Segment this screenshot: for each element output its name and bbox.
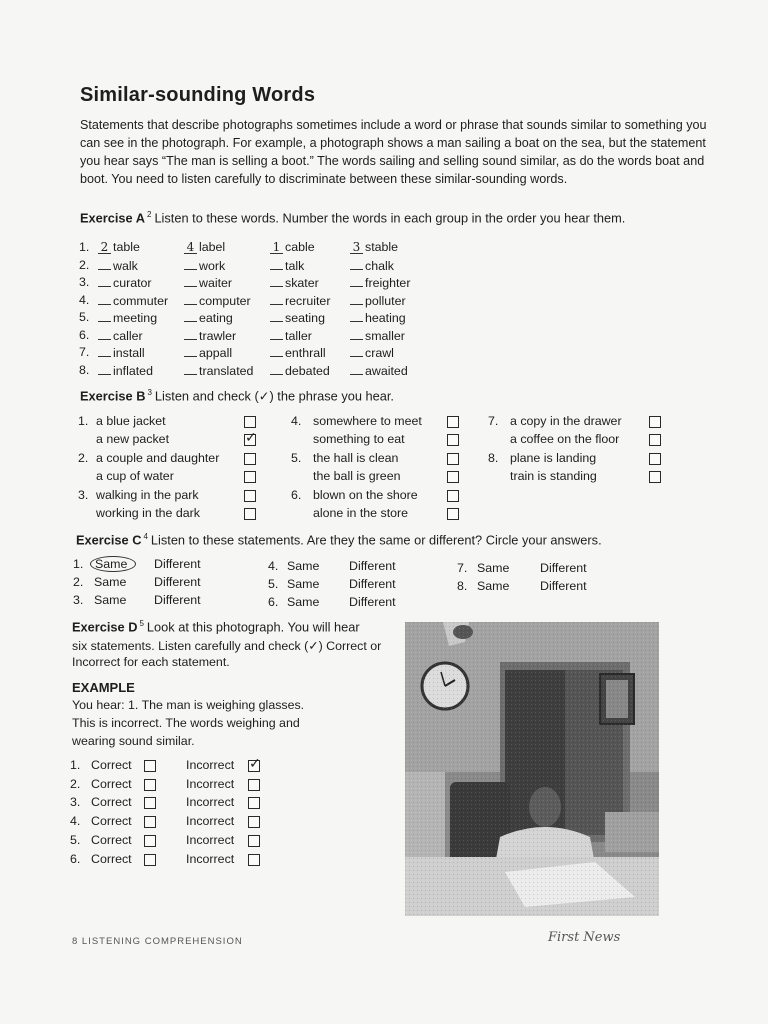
word-label: crawl bbox=[365, 346, 394, 360]
item-number: 4. bbox=[268, 559, 279, 573]
word-item[interactable] bbox=[184, 293, 251, 308]
item-number: 5. bbox=[291, 451, 302, 465]
correct-label: Correct bbox=[91, 832, 132, 847]
word-item[interactable] bbox=[350, 258, 394, 273]
word-item[interactable] bbox=[270, 275, 319, 290]
check-mark-icon: ✓ bbox=[245, 430, 257, 446]
phrase-option-a: the hall is clean bbox=[313, 451, 399, 465]
word-label: work bbox=[199, 258, 226, 273]
correct-label: Correct bbox=[91, 758, 132, 772]
word-item[interactable] bbox=[350, 240, 398, 254]
correct-label: Correct bbox=[91, 795, 132, 810]
exercise-d-instruction-1: Look at this photograph. You will hear bbox=[146, 619, 360, 635]
answer-blank[interactable] bbox=[270, 310, 283, 322]
exercise-d-instruction-2: six statements. Listen carefully and check (✓) Correct or bbox=[72, 639, 382, 653]
option-different[interactable]: Different bbox=[154, 575, 201, 589]
checkbox-option-b[interactable] bbox=[447, 471, 459, 483]
answer-blank[interactable] bbox=[184, 275, 197, 287]
word-item[interactable] bbox=[184, 328, 236, 343]
option-different[interactable]: Different bbox=[349, 595, 396, 609]
item-number: 6. bbox=[291, 488, 302, 502]
word-label: appall bbox=[199, 346, 233, 360]
phrase-option-b: a cup of water bbox=[96, 469, 174, 483]
word-item[interactable] bbox=[98, 328, 143, 343]
incorrect-label: Incorrect bbox=[186, 776, 235, 791]
phrase-option-a: somewhere to meet bbox=[313, 414, 422, 428]
answer-blank[interactable] bbox=[184, 328, 197, 340]
word-label: label bbox=[199, 240, 226, 254]
office-photograph bbox=[405, 622, 659, 916]
row-number: 6. bbox=[79, 327, 90, 342]
track-icon: 4 bbox=[143, 532, 148, 541]
item-number: 1. bbox=[78, 414, 89, 428]
phrase-option-b: a coffee on the floor bbox=[510, 432, 620, 446]
checkbox-incorrect[interactable] bbox=[248, 854, 260, 866]
word-label: caller bbox=[113, 328, 143, 343]
word-label: meeting bbox=[113, 311, 158, 325]
option-different[interactable]: Different bbox=[349, 559, 396, 573]
example-line-3: wearing sound similar. bbox=[72, 734, 195, 748]
item-number: 8. bbox=[488, 451, 499, 465]
checkbox-option-b[interactable] bbox=[447, 508, 459, 520]
incorrect-label: Incorrect bbox=[186, 814, 235, 829]
correct-label: Correct bbox=[91, 851, 132, 866]
checkbox-incorrect[interactable] bbox=[248, 835, 260, 847]
option-same[interactable] bbox=[287, 595, 319, 609]
word-label: stable bbox=[365, 240, 399, 254]
word-label: taller bbox=[285, 328, 312, 343]
item-number: 3. bbox=[70, 795, 81, 810]
answer-blank[interactable] bbox=[270, 345, 283, 357]
option-same-label: Same bbox=[94, 593, 127, 607]
checkbox-option-b[interactable] bbox=[244, 430, 257, 446]
row-number: 2. bbox=[79, 257, 90, 272]
checkbox-option-b[interactable] bbox=[649, 434, 661, 446]
answer-blank[interactable] bbox=[350, 293, 363, 305]
word-label: enthrall bbox=[285, 346, 326, 360]
example-heading: EXAMPLE bbox=[72, 680, 135, 695]
checkbox-option-b[interactable] bbox=[244, 508, 256, 520]
correct-label: Correct bbox=[91, 814, 132, 829]
word-label: eating bbox=[199, 311, 233, 325]
example-line-1: You hear: 1. The man is weighing glasses. bbox=[72, 698, 305, 712]
incorrect-label: Incorrect bbox=[186, 851, 235, 866]
track-icon: 3 bbox=[147, 388, 152, 397]
word-label: skater bbox=[285, 276, 319, 290]
correct-label: Correct bbox=[91, 776, 132, 791]
word-item[interactable] bbox=[270, 240, 315, 254]
word-item[interactable] bbox=[184, 363, 253, 378]
exercise-b-instruction: Listen and check (✓) the phrase you hear. bbox=[154, 388, 394, 404]
word-item[interactable] bbox=[270, 363, 330, 378]
checkbox-correct[interactable] bbox=[144, 760, 156, 772]
exercise-b-heading bbox=[80, 388, 394, 404]
word-item[interactable] bbox=[98, 345, 145, 360]
option-same-label: Same bbox=[287, 559, 320, 573]
word-label: install bbox=[113, 346, 145, 360]
option-same-label: Same bbox=[477, 579, 510, 593]
option-same[interactable] bbox=[94, 593, 126, 607]
exercise-d-label: Exercise D bbox=[72, 619, 138, 635]
option-same[interactable] bbox=[287, 577, 319, 591]
option-different[interactable]: Different bbox=[154, 557, 201, 571]
answer-blank[interactable] bbox=[98, 258, 111, 270]
checkbox-correct[interactable] bbox=[144, 816, 156, 828]
checkbox-correct[interactable] bbox=[144, 854, 156, 866]
option-same-label: Same bbox=[90, 556, 136, 572]
checkbox-option-b[interactable] bbox=[649, 471, 661, 483]
word-label: smaller bbox=[365, 328, 405, 343]
publisher-logo: First News bbox=[548, 930, 621, 945]
exercise-c-label: Exercise C bbox=[76, 532, 142, 548]
item-number: 1. bbox=[73, 557, 84, 571]
answer-blank[interactable] bbox=[270, 258, 283, 270]
answer-blank[interactable] bbox=[184, 258, 197, 270]
checkbox-option-a[interactable] bbox=[244, 416, 256, 428]
answer-blank[interactable] bbox=[350, 345, 363, 357]
phrase-option-a: blown on the shore bbox=[313, 488, 418, 502]
answer-blank[interactable] bbox=[350, 363, 363, 375]
phrase-option-a: walking in the park bbox=[96, 488, 199, 502]
answer-blank[interactable] bbox=[98, 310, 111, 322]
row-number: 7. bbox=[79, 345, 90, 359]
exercise-b-label: Exercise B bbox=[80, 388, 146, 404]
item-number: 6. bbox=[70, 851, 81, 866]
item-number: 2. bbox=[70, 776, 81, 791]
checkbox-option-b[interactable] bbox=[244, 471, 256, 483]
word-label: seating bbox=[285, 311, 325, 325]
word-label: commuter bbox=[113, 293, 169, 308]
answer-blank[interactable]: 4 bbox=[184, 242, 197, 254]
word-item[interactable] bbox=[270, 258, 304, 273]
word-item[interactable] bbox=[98, 240, 140, 254]
item-number: 7. bbox=[488, 414, 499, 428]
incorrect-label: Incorrect bbox=[186, 832, 235, 847]
phrase-option-b: a new packet bbox=[96, 432, 170, 446]
option-same[interactable] bbox=[94, 575, 126, 589]
item-number: 1. bbox=[70, 758, 81, 772]
exercise-a-label: Exercise A bbox=[80, 210, 145, 226]
word-label: computer bbox=[199, 293, 251, 308]
word-label: freighter bbox=[365, 276, 411, 290]
row-number: 4. bbox=[79, 292, 90, 307]
word-item[interactable] bbox=[350, 328, 405, 343]
option-same[interactable] bbox=[94, 557, 136, 571]
item-number: 8. bbox=[457, 579, 468, 593]
word-label: chalk bbox=[365, 258, 394, 273]
word-item[interactable] bbox=[98, 363, 153, 378]
page-title: Similar-sounding Words bbox=[80, 84, 316, 106]
answer-blank[interactable] bbox=[98, 293, 111, 305]
item-number: 2. bbox=[73, 575, 84, 589]
word-item[interactable] bbox=[184, 240, 225, 254]
answer-blank[interactable] bbox=[184, 310, 197, 322]
checkbox-option-b[interactable] bbox=[447, 434, 459, 446]
item-number: 4. bbox=[70, 814, 81, 829]
example-line-2: This is incorrect. The words weighing and bbox=[72, 716, 300, 730]
word-label: polluter bbox=[365, 293, 406, 308]
phrase-option-b: something to eat bbox=[313, 432, 405, 446]
option-same[interactable] bbox=[477, 561, 509, 575]
answer-blank[interactable]: 2 bbox=[98, 242, 111, 254]
word-label: walk bbox=[113, 258, 138, 273]
phrase-option-a: a couple and daughter bbox=[96, 451, 220, 465]
answer-blank[interactable] bbox=[270, 328, 283, 340]
incorrect-label: Incorrect bbox=[186, 758, 235, 772]
row-number: 3. bbox=[79, 275, 90, 289]
checkbox-option-a[interactable] bbox=[649, 416, 661, 428]
checkbox-incorrect[interactable] bbox=[248, 779, 260, 791]
answer-blank[interactable] bbox=[98, 363, 111, 375]
track-icon: 2 bbox=[146, 210, 152, 219]
word-label: talk bbox=[285, 258, 305, 273]
phrase-option-b: the ball is green bbox=[313, 469, 401, 483]
intro-paragraph: Statements that describe photographs sometimes include a word or phrase that sounds similar to something you can see in the photograph. For example, a photograph shows a man sailing a boat on the sea, but the statement you hear says “The man is selling a boot.” The words sailing and selling sound similar, as do the words boat and boot. You need to listen carefully to discriminate between these similar-sounding words. bbox=[80, 118, 707, 186]
option-same-label: Same bbox=[477, 561, 510, 575]
exercise-c-instruction: Listen to these statements. Are they the same or different? Circle your answers. bbox=[150, 532, 602, 548]
check-mark-icon: ✓ bbox=[249, 756, 261, 772]
word-label: cable bbox=[285, 240, 315, 254]
item-number: 2. bbox=[78, 451, 89, 465]
word-label: waiter bbox=[199, 276, 233, 290]
answer-blank[interactable] bbox=[350, 310, 363, 322]
exercise-d-instruction-3: Incorrect for each statement. bbox=[72, 655, 230, 669]
option-different[interactable]: Different bbox=[154, 593, 201, 607]
phrase-option-b: working in the dark bbox=[96, 506, 200, 520]
option-different[interactable]: Different bbox=[540, 579, 587, 593]
item-number: 3. bbox=[78, 488, 89, 502]
checkbox-option-a[interactable] bbox=[244, 490, 256, 502]
option-same[interactable] bbox=[477, 579, 509, 593]
word-item[interactable] bbox=[350, 293, 406, 308]
item-number: 7. bbox=[457, 561, 468, 575]
word-item[interactable] bbox=[350, 275, 410, 290]
row-number: 8. bbox=[79, 362, 90, 377]
word-label: trawler bbox=[199, 328, 237, 343]
word-item[interactable] bbox=[350, 363, 408, 378]
word-item[interactable] bbox=[270, 328, 312, 343]
word-label: curator bbox=[113, 276, 152, 290]
incorrect-label: Incorrect bbox=[186, 795, 235, 810]
answer-blank[interactable]: 3 bbox=[350, 242, 363, 254]
word-item[interactable] bbox=[184, 275, 232, 290]
row-number: 5. bbox=[79, 310, 90, 324]
page-footer: 8 LISTENING COMPREHENSION bbox=[72, 936, 243, 947]
word-item[interactable] bbox=[270, 293, 330, 308]
item-number: 4. bbox=[291, 414, 302, 428]
word-item[interactable] bbox=[350, 310, 406, 325]
word-item[interactable] bbox=[184, 310, 233, 325]
checkbox-incorrect[interactable] bbox=[248, 816, 260, 828]
word-label: awaited bbox=[365, 363, 408, 378]
photo-illustration bbox=[405, 622, 659, 916]
word-label: recruiter bbox=[285, 293, 331, 308]
item-number: 3. bbox=[73, 593, 84, 607]
word-item[interactable] bbox=[270, 310, 325, 325]
checkbox-option-a[interactable] bbox=[649, 453, 661, 465]
checkbox-option-a[interactable] bbox=[447, 416, 459, 428]
checkbox-incorrect[interactable] bbox=[248, 797, 260, 809]
item-number: 6. bbox=[268, 595, 279, 609]
option-same-label: Same bbox=[94, 575, 127, 589]
answer-blank[interactable] bbox=[98, 275, 111, 287]
phrase-option-a: a copy in the drawer bbox=[510, 414, 622, 428]
checkbox-correct[interactable] bbox=[144, 797, 156, 809]
option-same-label: Same bbox=[287, 595, 320, 609]
option-same-label: Same bbox=[287, 577, 320, 591]
word-item[interactable] bbox=[98, 310, 157, 325]
checkbox-correct[interactable] bbox=[144, 835, 156, 847]
option-different[interactable]: Different bbox=[349, 577, 396, 591]
checkbox-incorrect[interactable] bbox=[248, 756, 261, 772]
checkbox-correct[interactable] bbox=[144, 779, 156, 791]
item-number: 5. bbox=[70, 832, 81, 847]
answer-blank[interactable] bbox=[184, 363, 197, 375]
word-item[interactable] bbox=[98, 275, 152, 290]
item-number: 5. bbox=[268, 577, 279, 591]
word-label: table bbox=[113, 240, 140, 254]
word-item[interactable] bbox=[270, 345, 326, 360]
answer-blank[interactable] bbox=[350, 258, 363, 270]
exercise-d-heading bbox=[72, 619, 360, 634]
answer-blank[interactable] bbox=[184, 293, 197, 305]
phrase-option-b: train is standing bbox=[510, 469, 597, 483]
answer-blank[interactable] bbox=[98, 345, 111, 357]
answer-blank[interactable] bbox=[270, 363, 283, 375]
answer-blank[interactable] bbox=[270, 275, 283, 287]
exercise-a-heading bbox=[80, 210, 625, 225]
word-label: debated bbox=[285, 363, 330, 378]
word-item[interactable] bbox=[184, 258, 225, 273]
option-different[interactable]: Different bbox=[540, 561, 587, 575]
word-item[interactable] bbox=[350, 345, 394, 360]
answer-blank[interactable] bbox=[270, 293, 283, 305]
answer-blank[interactable]: 1 bbox=[270, 242, 283, 254]
checkbox-option-a[interactable] bbox=[447, 490, 459, 502]
word-label: inflated bbox=[113, 363, 153, 378]
phrase-option-b: alone in the store bbox=[313, 506, 409, 520]
track-icon: 5 bbox=[139, 619, 144, 628]
answer-blank[interactable] bbox=[184, 345, 197, 357]
checkbox-option-a[interactable] bbox=[447, 453, 459, 465]
exercise-c-heading bbox=[76, 532, 602, 547]
answer-blank[interactable] bbox=[350, 328, 363, 340]
word-item[interactable] bbox=[98, 293, 168, 308]
answer-blank[interactable] bbox=[98, 328, 111, 340]
option-same[interactable] bbox=[287, 559, 319, 573]
answer-blank[interactable] bbox=[350, 275, 363, 287]
phrase-option-a: a blue jacket bbox=[96, 414, 166, 428]
word-label: translated bbox=[199, 363, 254, 378]
row-number: 1. bbox=[79, 240, 90, 254]
exercise-a-instruction: Listen to these words. Number the words in each group in the order you hear them. bbox=[154, 210, 626, 226]
word-item[interactable] bbox=[98, 258, 138, 273]
phrase-option-a: plane is landing bbox=[510, 451, 597, 465]
word-label: heating bbox=[365, 311, 406, 325]
word-item[interactable] bbox=[184, 345, 232, 360]
checkbox-option-a[interactable] bbox=[244, 453, 256, 465]
